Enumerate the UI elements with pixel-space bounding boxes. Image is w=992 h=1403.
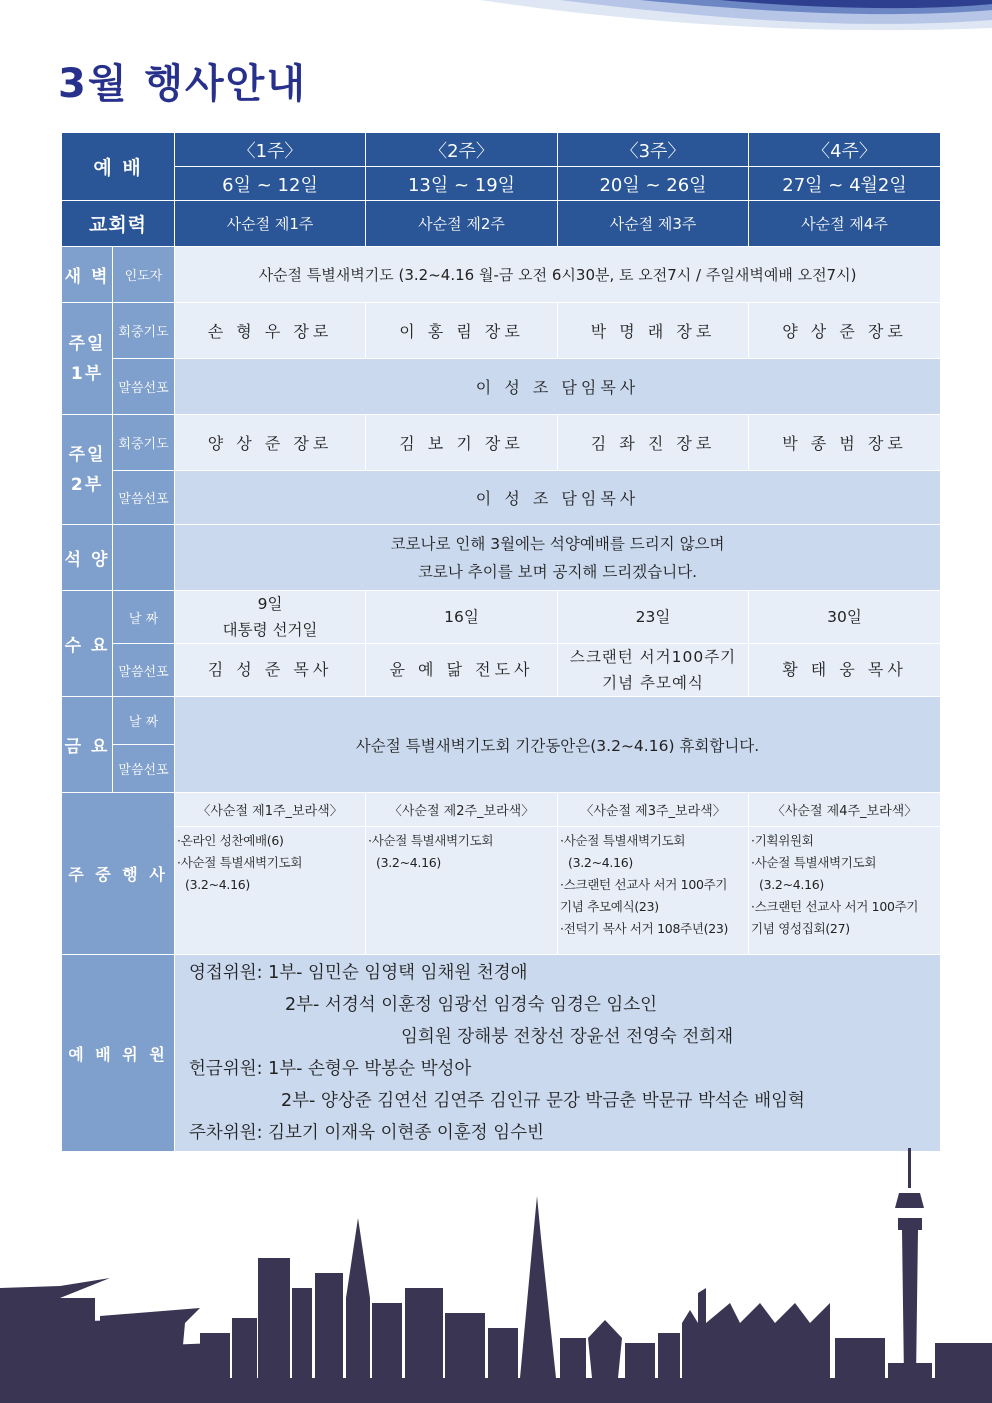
- events-week-heading: 〈사순절 제4주_보라색〉: [749, 793, 941, 827]
- wednesday-sermon-row: [62, 644, 941, 697]
- sunday2-prayer: 박 종 범 장로: [749, 415, 941, 471]
- sunday1-preacher: 이 성 조 담임목사: [175, 359, 941, 415]
- church-calendar-cell: 사순절 제4주: [749, 201, 941, 247]
- events-week-heading: 〈사순절 제1주_보라색〉: [175, 793, 366, 827]
- staff-list: [175, 955, 941, 1152]
- staff-line: 임희원 장해붕 전창선 장윤선 전영숙 전희재: [401, 1027, 734, 1047]
- event-item: ·스크랜턴 선교사 서거 100주기: [560, 877, 728, 892]
- sunday2-prayer: 양 상 준 장로: [175, 415, 366, 471]
- evening-sub-empty: [113, 525, 175, 591]
- sunday2-prayer: 김 좌 진 장로: [558, 415, 749, 471]
- sunday1-prayer: 박 명 래 장로: [558, 303, 749, 359]
- dawn-row: [62, 247, 941, 303]
- event-item: 기념 영성집회(27): [751, 921, 850, 936]
- event-item: 기념 추모예식(23): [560, 899, 659, 914]
- events-week-items: [175, 827, 366, 955]
- week-dates: 13일 ~ 19일: [366, 167, 558, 201]
- event-item: ·사순절 특별새벽기도회: [751, 855, 877, 870]
- sunday1-prayer-row: [62, 303, 941, 359]
- event-item: ·스크랜턴 선교사 서거 100주기: [751, 899, 919, 914]
- worship-header: 예 배: [62, 133, 175, 201]
- sunday2-sermon-label: 말씀선포: [113, 471, 175, 525]
- sunday1-label: 주일 1부: [62, 303, 113, 415]
- staff-line: 2부- 서경석 이훈정 임광선 임경숙 임경은 임소인: [285, 995, 658, 1015]
- events-items-row: [62, 827, 941, 955]
- staff-line: 헌금위원: 1부- 손형우 박봉순 박성아: [189, 1059, 472, 1079]
- evening-row: [62, 525, 941, 591]
- church-calendar-row: [62, 201, 941, 247]
- friday-sermon-label: 말씀선포: [113, 745, 175, 793]
- sunday2-label: 주일 2부: [62, 415, 113, 525]
- sunday2-prayer-label: 회중기도: [113, 415, 175, 471]
- event-item: (3.2~4.16): [376, 855, 441, 870]
- sunday1-sermon-label: 말씀선포: [113, 359, 175, 415]
- event-item: ·전덕기 목사 서거 108주년(23): [560, 921, 729, 936]
- wednesday-preacher: 윤 예 닮 전도사: [366, 644, 558, 697]
- church-calendar-label: 교회력: [62, 201, 175, 247]
- staff-row: [62, 955, 941, 1152]
- week-label: 〈1주〉: [175, 133, 366, 167]
- event-item: ·온라인 성찬예배(6): [177, 833, 284, 848]
- dawn-label: 새 벽: [62, 247, 113, 303]
- wednesday-preacher: 스크랜턴 서거100주기 기념 추모예식: [558, 644, 749, 697]
- city-skyline-illustration: [0, 1138, 992, 1403]
- sunday2-preacher: 이 성 조 담임목사: [175, 471, 941, 525]
- sunday1-prayer: 이 홍 림 장로: [366, 303, 558, 359]
- church-calendar-cell: 사순절 제2주: [366, 201, 558, 247]
- week-dates-row: [62, 167, 941, 201]
- wednesday-date-label: 날 짜: [113, 591, 175, 644]
- friday-notice: 사순절 특별새벽기도회 기간동안은(3.2~4.16) 휴회합니다.: [175, 697, 941, 793]
- sunday2-sermon-row: [62, 471, 941, 525]
- page-title: 3월 행사안내: [58, 61, 307, 107]
- evening-label: 석 양: [62, 525, 113, 591]
- week-label: 〈3주〉: [558, 133, 749, 167]
- friday-date-label: 날 짜: [113, 697, 175, 745]
- staff-label: 예 배 위 원: [62, 955, 175, 1152]
- event-item: ·사순절 특별새벽기도회: [368, 833, 494, 848]
- week-dates: 20일 ~ 26일: [558, 167, 749, 201]
- sunday1-sermon-row: [62, 359, 941, 415]
- event-item: (3.2~4.16): [759, 877, 824, 892]
- events-week-heading: 〈사순절 제3주_보라색〉: [558, 793, 749, 827]
- sunday1-prayer: 손 형 우 장로: [175, 303, 366, 359]
- events-heading-row: [62, 793, 941, 827]
- wednesday-preacher: 황 태 웅 목사: [749, 644, 941, 697]
- wednesday-label: 수 요: [62, 591, 113, 697]
- sunday2-prayer-row: [62, 415, 941, 471]
- event-item: ·사순절 특별새벽기도회: [560, 833, 686, 848]
- events-week-items: [749, 827, 941, 955]
- dawn-sub-label: 인도자: [113, 247, 175, 303]
- week-label-row: [62, 133, 941, 167]
- event-item: ·사순절 특별새벽기도회: [177, 855, 303, 870]
- staff-line: 2부- 양상준 김연선 김연주 김인규 문강 박금춘 박문규 박석순 배임혁: [281, 1091, 805, 1111]
- events-week-heading: 〈사순절 제2주_보라색〉: [366, 793, 558, 827]
- week-dates: 27일 ~ 4월2일: [749, 167, 941, 201]
- friday-label: 금 요: [62, 697, 113, 793]
- staff-line: 영접위원: 1부- 임민순 임영택 임채원 천경애: [189, 963, 528, 983]
- event-item: (3.2~4.16): [568, 855, 633, 870]
- sunday2-prayer: 김 보 기 장로: [366, 415, 558, 471]
- event-item: (3.2~4.16): [185, 877, 250, 892]
- evening-notice: 코로나로 인해 3월에는 석양예배를 드리지 않으며 코로나 추이를 보며 공지해 드리겠습니다.: [175, 525, 941, 591]
- church-calendar-cell: 사순절 제3주: [558, 201, 749, 247]
- wednesday-date: 23일: [558, 591, 749, 644]
- week-label: 〈4주〉: [749, 133, 941, 167]
- events-label: 주 중 행 사: [62, 793, 175, 955]
- events-week-items: [366, 827, 558, 955]
- wednesday-sermon-label: 말씀선포: [113, 644, 175, 697]
- event-item: ·기획위원회: [751, 833, 814, 848]
- week-dates: 6일 ~ 12일: [175, 167, 366, 201]
- wednesday-date: 9일 대통령 선거일: [175, 591, 366, 644]
- wednesday-date: 16일: [366, 591, 558, 644]
- schedule-table: [61, 132, 941, 1152]
- friday-date-row: [62, 697, 941, 745]
- events-week-items: [558, 827, 749, 955]
- wednesday-date-row: [62, 591, 941, 644]
- wednesday-preacher: 김 성 준 목사: [175, 644, 366, 697]
- dawn-text: 사순절 특별새벽기도 (3.2~4.16 월-금 오전 6시30분, 토 오전7시 / 주일새벽예배 오전7시): [175, 247, 941, 303]
- sunday1-prayer: 양 상 준 장로: [749, 303, 941, 359]
- sunday1-prayer-label: 회중기도: [113, 303, 175, 359]
- week-label: 〈2주〉: [366, 133, 558, 167]
- church-calendar-cell: 사순절 제1주: [175, 201, 366, 247]
- staff-line: 주차위원: 김보기 이재욱 이현종 이훈정 임수빈: [189, 1123, 544, 1143]
- wednesday-date: 30일: [749, 591, 941, 644]
